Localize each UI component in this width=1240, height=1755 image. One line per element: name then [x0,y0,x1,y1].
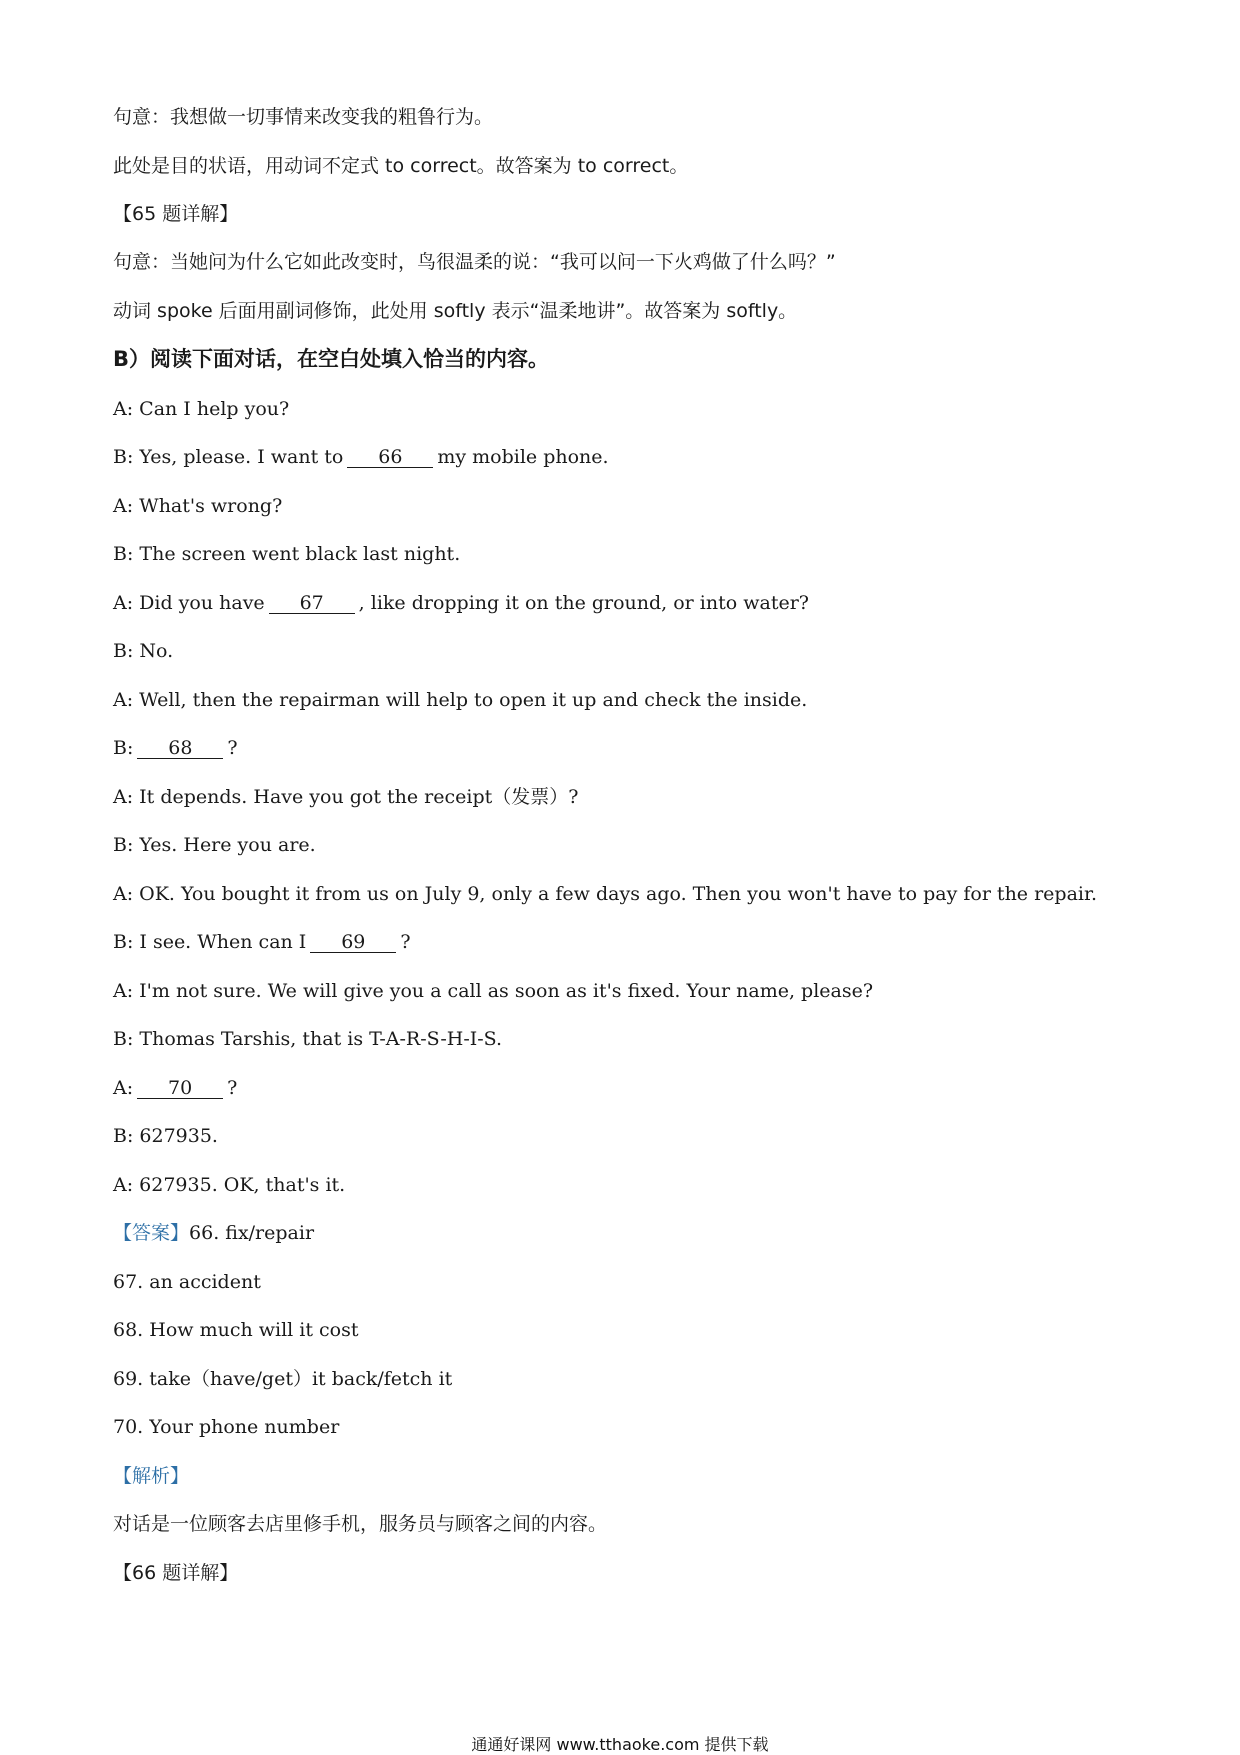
answer-67: 67. an accident [113,1271,261,1293]
dialogue-line: A: 627935. OK, that's it. [113,1174,346,1196]
analysis-sentence-meaning: 句意：我想做一切事情来改变我的粗鲁行为。 [113,106,494,128]
page-footer: 通通好课网 www.tthaoke.com 提供下载 [471,1735,769,1754]
blank-68: 68 [137,738,223,759]
dialogue-line [113,445,609,469]
answer-line [113,1221,314,1245]
section-b-heading: B）阅读下面对话，在空白处填入恰当的内容。 [113,347,550,371]
dialogue-line [113,736,238,760]
dialogue-text: ? [227,737,238,759]
q66-detail-heading: 【66 题详解】 [113,1562,239,1584]
analysis-tag: 【解析】 [113,1465,190,1487]
dialogue-line: B: The screen went black last night. [113,543,461,565]
dialogue-line: A: What's wrong? [113,495,283,517]
dialogue-line: A: Well, then the repairman will help to open it up and check the inside. [113,689,808,711]
analysis-summary: 对话是一位顾客去店里修手机，服务员与顾客之间的内容。 [113,1513,608,1535]
dialogue-line: B: Yes. Here you are. [113,834,316,856]
answer-tag: 【答案】 [113,1222,190,1244]
blank-67: 67 [269,593,355,614]
analysis-explanation: 此处是目的状语，用动词不定式 to correct。故答案为 to correct。 [113,155,689,177]
q65-explanation: 动词 spoke 后面用副词修饰，此处用 softly 表示“温柔地讲”。故答案为 softly。 [113,300,798,322]
answer-70: 70. Your phone number [113,1416,340,1438]
dialogue-line [113,930,411,954]
dialogue-text: A: [113,1077,134,1099]
dialogue-text: B: I see. When can I [113,931,307,953]
answer-66: 66. fix/repair [189,1222,315,1244]
answer-69: 69. take（have/get）it back/fetch it [113,1368,453,1390]
dialogue-text: B: Yes, please. I want to [113,446,344,468]
answer-68: 68. How much will it cost [113,1319,359,1341]
dialogue-line: B: No. [113,640,174,662]
dialogue-line: A: Can I help you? [113,398,290,420]
dialogue-text: , like dropping it on the ground, or into water? [358,592,809,614]
dialogue-text: ? [227,1077,238,1099]
dialogue-text: B: [113,737,134,759]
blank-69: 69 [310,932,396,953]
dialogue-line [113,1076,237,1100]
dialogue-line: B: 627935. [113,1125,218,1147]
dialogue-line: A: OK. You bought it from us on July 9, only a few days ago. Then you won't have to pay for the repair. [113,883,1098,905]
dialogue-text: ? [400,931,411,953]
dialogue-line: B: Thomas Tarshis, that is T-A-R-S-H-I-S. [113,1028,503,1050]
q65-sentence-meaning: 句意：当她问为什么它如此改变时，鸟很温柔的说：“我可以问一下火鸡做了什么吗？” [113,251,836,273]
dialogue-text: my mobile phone. [437,446,609,468]
q65-detail-heading: 【65 题详解】 [113,203,239,225]
dialogue-text: A: Did you have [113,592,265,614]
blank-70: 70 [137,1078,223,1099]
dialogue-line: A: I'm not sure. We will give you a call as soon as it's fixed. Your name, please? [113,980,874,1002]
dialogue-line: A: It depends. Have you got the receipt（发票）? [113,786,579,808]
dialogue-line [113,591,809,615]
blank-66: 66 [347,447,433,468]
